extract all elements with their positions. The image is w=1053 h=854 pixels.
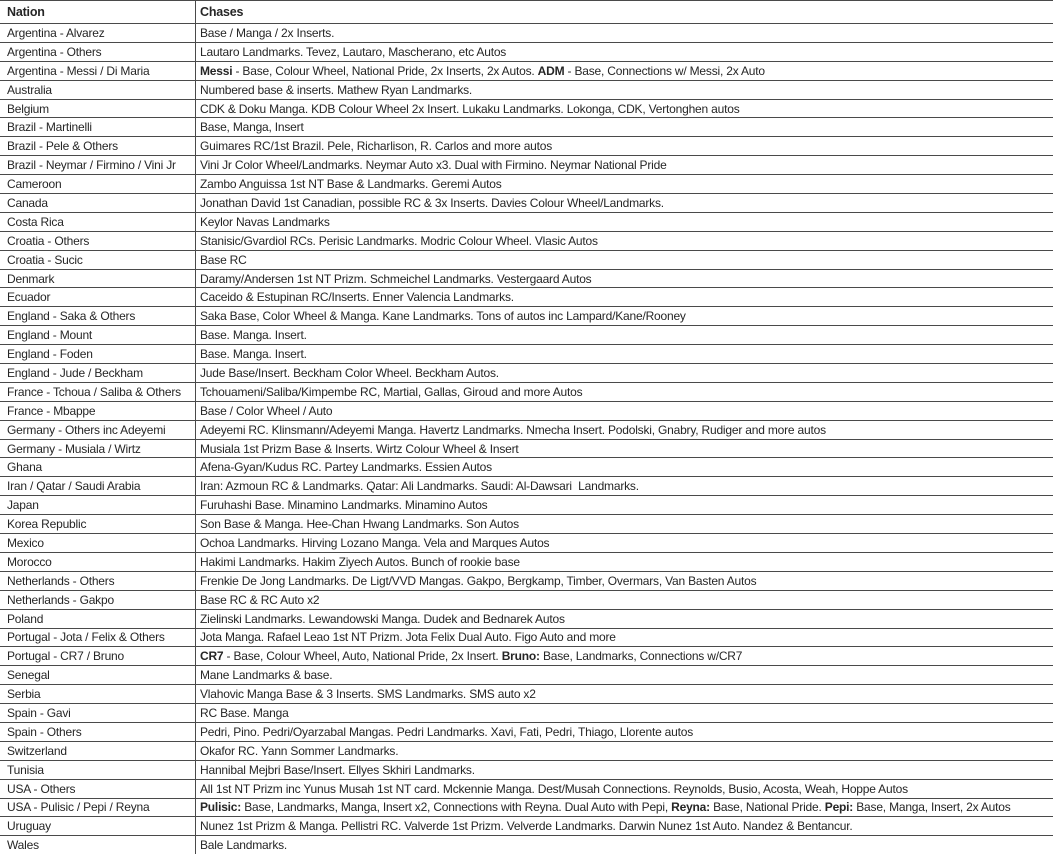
nation-cell: Ecuador — [7, 290, 51, 305]
table-row — [0, 780, 1053, 799]
nation-cell: England - Foden — [7, 347, 93, 362]
chases-cell — [195, 477, 1053, 495]
table-row — [0, 24, 1053, 43]
chases-cell — [195, 251, 1053, 269]
nation-cell: England - Saka & Others — [7, 309, 136, 324]
table-row — [0, 213, 1053, 232]
table-row — [0, 440, 1053, 459]
table-row — [0, 458, 1053, 477]
chase-segment: RC Base. Manga — [200, 706, 289, 720]
chase-segment: Zielinski Landmarks. Lewandowski Manga. Dudek and Bednarek Autos — [200, 611, 565, 626]
table-row — [0, 307, 1053, 326]
nation-cell: Cameroon — [7, 177, 62, 192]
chase-segment: Base / Color Wheel / Auto — [200, 403, 333, 418]
table-row — [0, 383, 1053, 402]
chases-cell — [195, 43, 1053, 61]
chase-segment-bold: Bruno: — [501, 649, 540, 664]
nation-cell: Canada — [7, 195, 48, 210]
nation-cell: Korea Republic — [7, 517, 87, 532]
chases-cell — [195, 836, 1053, 854]
chase-segment: Lautaro Landmarks. Tevez, Lautaro, Mascherano, etc Autos — [200, 44, 507, 59]
chase-segment: Guimares RC/1st Brazil. Pele, Richarlison, R. Carlos and more autos — [200, 139, 553, 154]
chase-segment: Jonathan David 1st Canadian, possible RC & 3x Inserts. Davies Colour Wheel/Landmarks. — [200, 195, 664, 210]
nation-cell: Denmark — [7, 271, 55, 286]
chase-segment: Son Base & Manga. Hee-Chan Hwang Landmarks. Son Autos — [200, 517, 519, 532]
chase-segment: Vlahovic Manga Base & 3 Inserts. SMS Landmarks. SMS auto x2 — [200, 687, 536, 702]
nation-cell: Croatia - Others — [7, 233, 90, 248]
nation-cell: Argentina - Others — [7, 44, 102, 59]
nation-cell: Serbia — [7, 687, 41, 702]
chase-segment-bold: Pulisic: — [200, 800, 242, 815]
chases-cell — [195, 24, 1053, 42]
chase-segment: Jude Base/Insert. Beckham Color Wheel. Beckham Autos. — [200, 365, 499, 380]
table-row — [0, 496, 1053, 515]
chase-segment: Frenkie De Jong Landmarks. De Ligt/VVD Mangas. Gakpo, Bergkamp, Timber, Overmars, Van Basten Autos — [200, 573, 757, 588]
chases-cell — [195, 137, 1053, 155]
chases-cell — [195, 723, 1053, 741]
chase-segment: Keylor Navas Landmarks — [200, 214, 330, 229]
table-row — [0, 43, 1053, 62]
table-row — [0, 175, 1053, 194]
chases-cell — [195, 326, 1053, 344]
table-row — [0, 402, 1053, 421]
chase-segment: Iran: Azmoun RC & Landmarks. Qatar: Ali Landmarks. Saudi: Al-Dawsari Landmarks. — [200, 479, 639, 494]
nation-cell: England - Jude / Beckham — [7, 365, 143, 380]
table-row — [0, 81, 1053, 100]
chase-segment: Tchouameni/Saliba/Kimpembe RC, Martial, Gallas, Giroud and more Autos — [200, 384, 583, 399]
chase-segment: Base. Manga. Insert. — [200, 328, 307, 343]
table-row — [0, 364, 1053, 383]
table-row — [0, 817, 1053, 836]
chases-cell — [195, 364, 1053, 382]
chase-segment: Okafor RC. Yann Sommer Landmarks. — [200, 743, 399, 758]
chase-segment: Base, Landmarks, Connections w/CR7 — [539, 649, 743, 664]
nation-cell: Germany - Others inc Adeyemi — [7, 422, 166, 437]
chases-cell — [195, 817, 1053, 835]
table-row — [0, 288, 1053, 307]
nation-cell: Belgium — [7, 101, 49, 116]
chases-cell — [195, 458, 1053, 476]
nation-cell: Brazil - Pele & Others — [7, 139, 118, 154]
nation-cell: Costa Rica — [7, 214, 64, 229]
chases-cell — [195, 685, 1053, 703]
chases-cell — [195, 610, 1053, 628]
chase-segment: - Base, Colour Wheel, National Pride, 2x Inserts, 2x Autos. — [232, 63, 538, 78]
chase-segment: Base RC & RC Auto x2 — [200, 592, 320, 607]
chases-cell — [195, 534, 1053, 552]
chase-segment: Daramy/Andersen 1st NT Prizm. Schmeichel Landmarks. Vestergaard Autos — [200, 271, 592, 286]
chases-cell — [195, 270, 1053, 288]
chase-segment: Base, Manga, Insert — [200, 120, 304, 135]
chases-cell — [195, 572, 1053, 590]
nation-cell: USA - Others — [7, 781, 76, 796]
table-row — [0, 704, 1053, 723]
nation-cell: Netherlands - Gakpo — [7, 592, 114, 607]
chases-cell — [195, 742, 1053, 760]
chase-segment: Pedri, Pino. Pedri/Oyarzabal Mangas. Pedri Landmarks. Xavi, Fati, Pedri, Thiago, Llorente autos — [200, 724, 694, 739]
chases-cell — [195, 647, 1053, 665]
chases-cell — [195, 799, 1053, 817]
table-body — [0, 24, 1053, 854]
chase-segment: Nunez 1st Prizm & Manga. Pellistri RC. Valverde 1st Prizm. Velverde Landmarks. Darwin Nunez 1st Auto. Nandez & Bentancur. — [200, 819, 853, 834]
table-row — [0, 610, 1053, 629]
nation-cell: Ghana — [7, 460, 43, 475]
nation-cell: Iran / Qatar / Saudi Arabia — [7, 479, 141, 494]
chases-cell — [195, 402, 1053, 420]
chase-segment: Numbered base & inserts. Mathew Ryan Landmarks. — [200, 82, 473, 97]
chases-cell — [195, 629, 1053, 647]
chase-segment: Stanisic/Gvardiol RCs. Perisic Landmarks. Modric Colour Wheel. Vlasic Autos — [200, 233, 598, 248]
column-header-chases: Chases — [195, 1, 1053, 23]
chases-cell — [195, 232, 1053, 250]
table-row — [0, 118, 1053, 137]
table-row — [0, 647, 1053, 666]
chase-segment: - Base, Connections w/ Messi, 2x Auto — [564, 63, 765, 78]
table-row — [0, 137, 1053, 156]
nation-cell: Spain - Gavi — [7, 706, 71, 720]
chase-segment: Caceido & Estupinan RC/Inserts. Enner Valencia Landmarks. — [200, 290, 514, 305]
nation-cell: France - Mbappe — [7, 403, 96, 418]
table-row — [0, 799, 1053, 818]
chase-segment: Hannibal Mejbri Base/Insert. Ellyes Skhiri Landmarks. — [200, 762, 475, 777]
chases-cell — [195, 515, 1053, 533]
nation-cell: Portugal - Jota / Felix & Others — [7, 630, 165, 645]
table-row — [0, 761, 1053, 780]
chases-cell — [195, 118, 1053, 136]
chase-segment: Base RC — [200, 252, 247, 267]
chase-segment: Base, Landmarks, Manga, Insert x2, Connections with Reyna. Dual Auto with Pepi, — [241, 800, 672, 815]
table-row — [0, 572, 1053, 591]
table-row — [0, 836, 1053, 854]
nation-cell: Australia — [7, 82, 52, 97]
table-row — [0, 685, 1053, 704]
chases-cell — [195, 383, 1053, 401]
chase-segment-bold: Messi — [200, 63, 233, 78]
chase-segment: Vini Jr Color Wheel/Landmarks. Neymar Auto x3. Dual with Firmino. Neymar National Pride — [200, 158, 667, 173]
nation-cell: Japan — [7, 498, 39, 513]
chases-cell — [195, 553, 1053, 571]
chases-cell — [195, 345, 1053, 363]
nation-cell: USA - Pulisic / Pepi / Reyna — [7, 800, 150, 815]
chases-cell — [195, 288, 1053, 306]
nation-cell: Poland — [7, 611, 44, 626]
table-row — [0, 421, 1053, 440]
nation-cell: Argentina - Messi / Di Maria — [7, 63, 150, 78]
nation-cell: France - Tchoua / Saliba & Others — [7, 384, 181, 399]
chase-segment: Base, Manga, Insert, 2x Autos — [853, 800, 1011, 815]
table-row — [0, 194, 1053, 213]
nation-cell: Senegal — [7, 668, 50, 683]
table-row — [0, 156, 1053, 175]
chase-segment-bold: Reyna: — [671, 800, 710, 815]
chase-segment: Hakimi Landmarks. Hakim Ziyech Autos. Bunch of rookie base — [200, 554, 520, 569]
nation-cell: Netherlands - Others — [7, 573, 115, 588]
nation-cell: Mexico — [7, 535, 44, 550]
nation-cell: Croatia - Sucic — [7, 252, 83, 267]
chase-segment: - Base, Colour Wheel, Auto, National Pride, 2x Insert. — [223, 649, 502, 664]
chase-segment: Adeyemi RC. Klinsmann/Adeyemi Manga. Havertz Landmarks. Nmecha Insert. Podolski, Gnabry, Rudiger and more autos — [200, 422, 826, 437]
chases-cell — [195, 194, 1053, 212]
chases-cell — [195, 591, 1053, 609]
nation-cell: Switzerland — [7, 743, 67, 758]
chase-segment: All 1st NT Prizm inc Yunus Musah 1st NT card. Mckennie Manga. Dest/Musah Connections. Reynolds, Busio, Acosta, Weah, Hoppe Autos — [200, 781, 908, 796]
chases-cell — [195, 62, 1053, 80]
chase-segment: Musiala 1st Prizm Base & Inserts. Wirtz Colour Wheel & Insert — [200, 441, 519, 456]
chases-cell — [195, 307, 1053, 325]
table-row — [0, 345, 1053, 364]
nation-cell: Morocco — [7, 554, 52, 569]
nation-cell: Portugal - CR7 / Bruno — [7, 649, 124, 664]
chase-segment: Jota Manga. Rafael Leao 1st NT Prizm. Jota Felix Dual Auto. Figo Auto and more — [200, 630, 616, 645]
table-row — [0, 477, 1053, 496]
table-row — [0, 270, 1053, 289]
chase-segment-bold: Pepi: — [824, 800, 854, 815]
chases-cell — [195, 81, 1053, 99]
chases-cell — [195, 780, 1053, 798]
header-row — [0, 1, 1053, 24]
table-row — [0, 723, 1053, 742]
chase-segment: Bale Landmarks. — [200, 838, 288, 853]
nation-cell: England - Mount — [7, 328, 93, 343]
chases-cell — [195, 761, 1053, 779]
table-row — [0, 515, 1053, 534]
nation-cell: Brazil - Martinelli — [7, 120, 92, 135]
chases-cell — [195, 156, 1053, 174]
chases-cell — [195, 175, 1053, 193]
table-row — [0, 534, 1053, 553]
column-header-nation: Nation — [7, 4, 45, 19]
table-row — [0, 251, 1053, 270]
chases-cell — [195, 421, 1053, 439]
nation-cell: Argentina - Alvarez — [7, 25, 105, 40]
chase-segment: Mane Landmarks & base. — [200, 668, 333, 683]
chases-cell — [195, 440, 1053, 458]
table-row — [0, 591, 1053, 610]
chase-segment: Zambo Anguissa 1st NT Base & Landmarks. Geremi Autos — [200, 177, 502, 192]
nation-cell: Brazil - Neymar / Firmino / Vini Jr — [7, 158, 176, 173]
chase-segment: Afena-Gyan/Kudus RC. Partey Landmarks. Essien Autos — [200, 460, 492, 475]
table-row — [0, 553, 1053, 572]
nation-cell: Wales — [7, 838, 39, 853]
table-row — [0, 232, 1053, 251]
nation-cell: Tunisia — [7, 762, 44, 777]
chase-segment: Base / Manga / 2x Inserts. — [200, 25, 335, 40]
table-row — [0, 742, 1053, 761]
nation-cell: Germany - Musiala / Wirtz — [7, 441, 141, 456]
chases-cell — [195, 704, 1053, 722]
table-row — [0, 62, 1053, 81]
chase-segment: Base. Manga. Insert. — [200, 347, 307, 362]
chase-segment-bold: CR7 — [200, 649, 224, 664]
table-row — [0, 326, 1053, 345]
table-row — [0, 666, 1053, 685]
nation-cell: Uruguay — [7, 819, 51, 834]
nation-cell: Spain - Others — [7, 724, 82, 739]
table-row — [0, 629, 1053, 648]
chase-segment-bold: ADM — [537, 63, 565, 78]
chases-cell — [195, 496, 1053, 514]
chase-segment: Ochoa Landmarks. Hirving Lozano Manga. Vela and Marques Autos — [200, 535, 550, 550]
chase-segment: Saka Base, Color Wheel & Manga. Kane Landmarks. Tons of autos inc Lampard/Kane/Rooney — [200, 309, 686, 324]
table-row — [0, 100, 1053, 119]
chases-cell — [195, 213, 1053, 231]
chase-segment: Base, National Pride. — [709, 800, 825, 815]
chases-cell — [195, 666, 1053, 684]
chase-segment: Furuhashi Base. Minamino Landmarks. Minamino Autos — [200, 498, 488, 513]
chase-segment: CDK & Doku Manga. KDB Colour Wheel 2x Insert. Lukaku Landmarks. Lokonga, CDK, Vertonghen autos — [200, 101, 740, 116]
chases-cell — [195, 100, 1053, 118]
